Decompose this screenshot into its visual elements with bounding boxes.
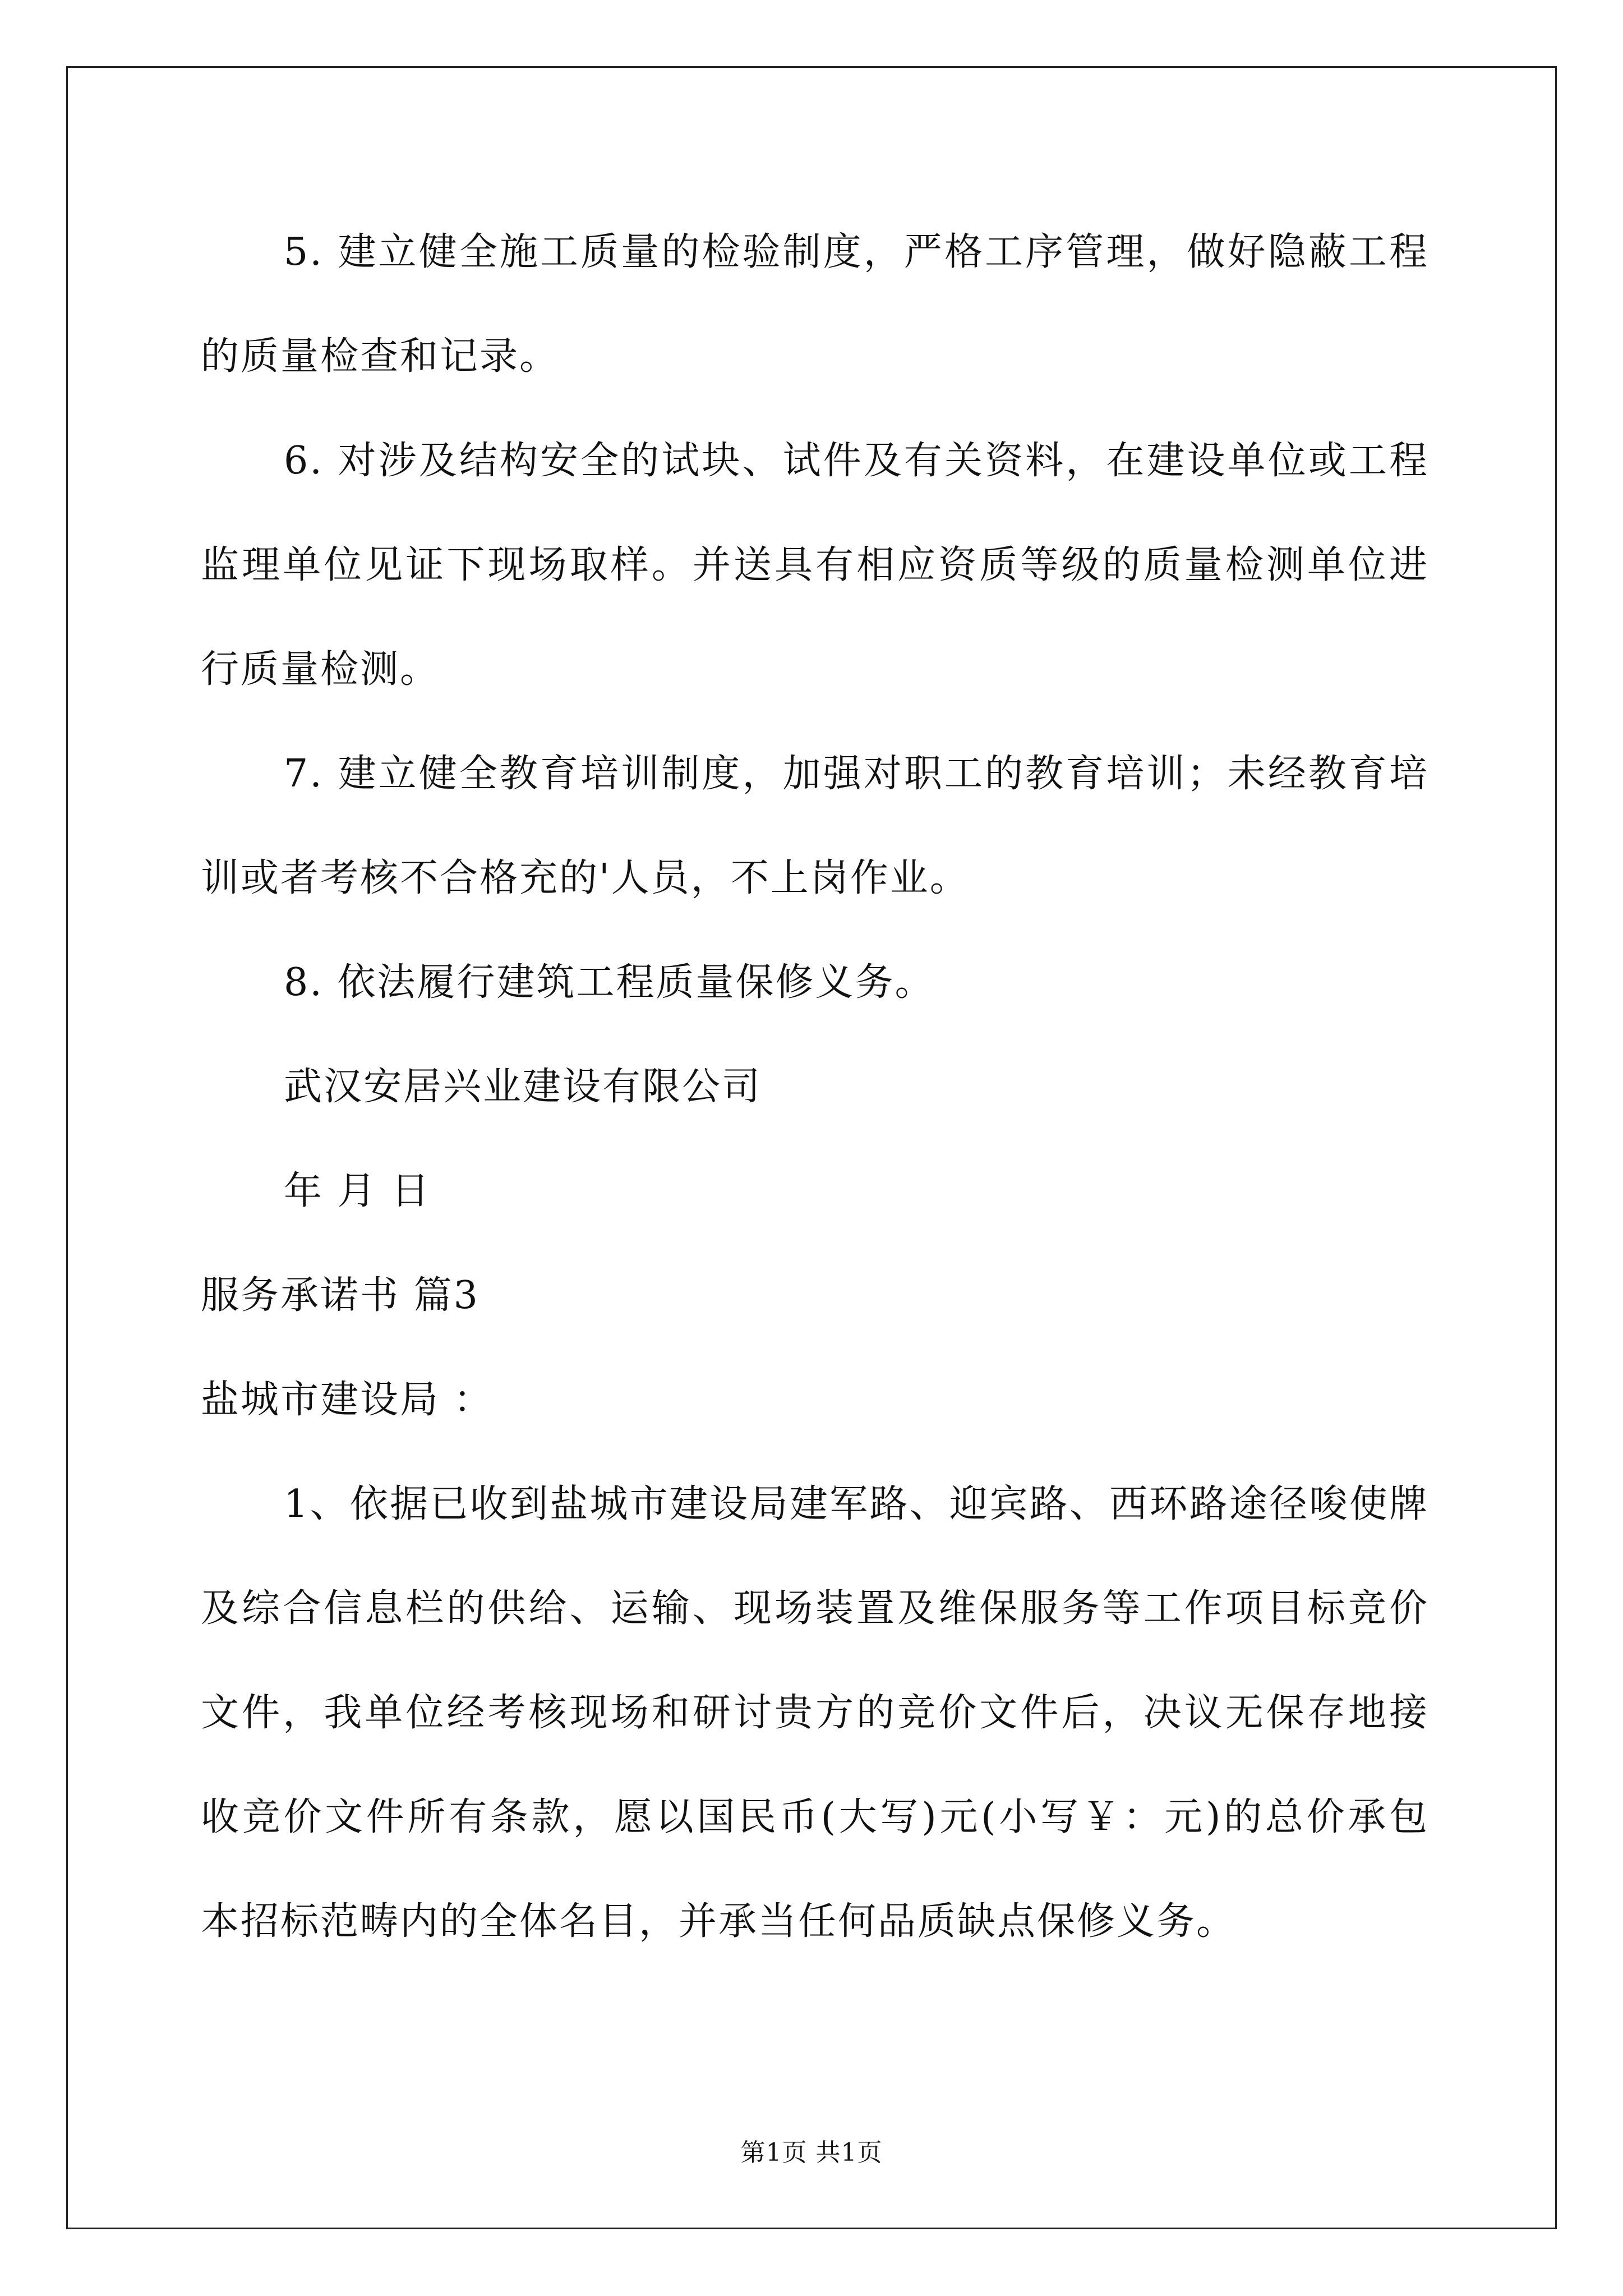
item-1-line-1: 1、依据已收到盐城市建设局建军路、迎宾路、西环路途径唆使牌 bbox=[284, 1482, 1429, 1526]
paragraph-6-line-1: 6. 对涉及结构安全的试块、试件及有关资料，在建设单位或工程 bbox=[284, 439, 1429, 483]
paragraph-6-line-3: 行质量检测。 bbox=[201, 647, 440, 692]
paragraph-5-line-2: 的质量检查和记录。 bbox=[201, 334, 560, 379]
paragraph-5-line-1: 5. 建立健全施工质量的检验制度，严格工序管理，做好隐蔽工程 bbox=[284, 230, 1429, 274]
company-signature: 武汉安居兴业建设有限公司 bbox=[284, 1065, 762, 1109]
paragraph-8: 8. 依法履行建筑工程质量保修义务。 bbox=[284, 960, 935, 1005]
addressee: 盐城市建设局 ： bbox=[201, 1378, 494, 1422]
item-1-line-3: 文件，我单位经考核现场和研讨贵方的竞价文件后，决议无保存地接 bbox=[201, 1691, 1429, 1735]
item-1-line-5: 本招标范畴内的全体名目，并承当任何品质缺点保修义务。 bbox=[201, 1899, 1237, 1944]
paragraph-7-line-2: 训或者考核不合格充的'人员，不上岗作业。 bbox=[201, 856, 970, 900]
section-title: 服务承诺书 篇3 bbox=[201, 1273, 479, 1318]
paragraph-6-line-2: 监理单位见证下现场取样。并送具有相应资质等级的质量检测单位进 bbox=[201, 543, 1429, 587]
date-line: 年 月 日 bbox=[284, 1169, 431, 1213]
paragraph-7-line-1: 7. 建立健全教育培训制度，加强对职工的教育培训；未经教育培 bbox=[284, 752, 1429, 796]
item-1-line-2: 及综合信息栏的供给、运输、现场装置及维保服务等工作项目标竞价 bbox=[201, 1586, 1429, 1631]
item-1-line-4: 收竞价文件所有条款，愿以国民币(大写)元(小写￥：元)的总价承包 bbox=[201, 1795, 1429, 1839]
page-footer: 第1页 共1页 bbox=[740, 2138, 883, 2167]
